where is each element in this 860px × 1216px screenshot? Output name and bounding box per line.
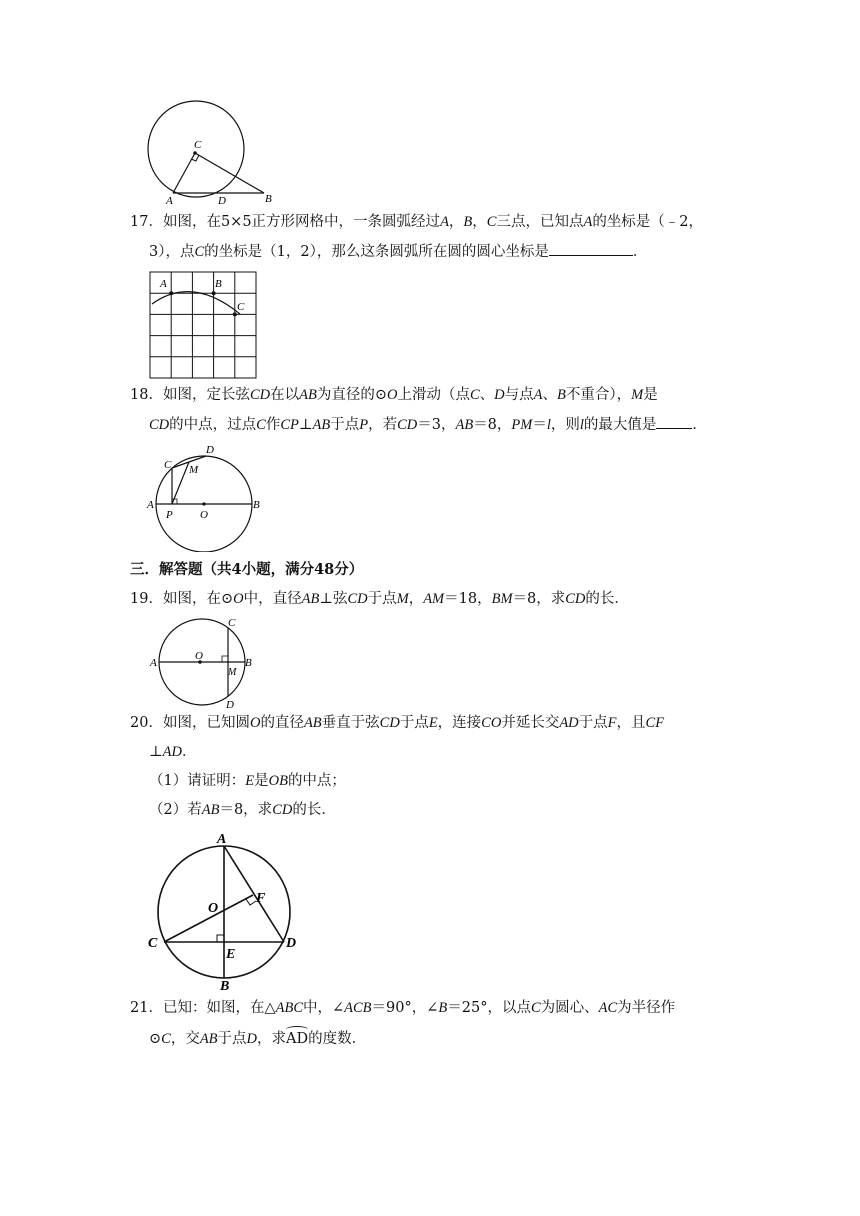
q20-number: 20．	[130, 715, 163, 731]
q18-figure	[142, 440, 270, 552]
q21-arc-ad: AD	[286, 1031, 309, 1047]
q17-label-c: C	[237, 301, 245, 313]
q20-label-f: F	[256, 891, 266, 906]
q19-label-o: O	[195, 650, 203, 662]
q17-line2: 3），点C的坐标是（1，2），那么这条圆弧所在圆的圆心坐标是 ．	[149, 241, 647, 262]
q18-label-m: M	[189, 464, 199, 476]
q18-label-o: O	[200, 509, 208, 521]
q18-label-b: B	[253, 499, 260, 511]
q17-number: 17．	[130, 214, 163, 230]
q19-label-m: M	[228, 667, 237, 678]
q16-label-d: D	[218, 195, 226, 206]
q20-figure	[142, 828, 310, 992]
q20-label-b: B	[220, 979, 230, 992]
q19-line1: 19．如图，在⊙O中，直径AB⊥弦CD于点M，AM＝18，BM＝8，求CD的长．	[130, 591, 629, 607]
q20-label-o: O	[208, 901, 219, 916]
q19-number: 19．	[130, 591, 163, 607]
q16-label-c: C	[194, 139, 202, 151]
q17-label-b: B	[215, 278, 222, 290]
q19-label-d: D	[226, 699, 234, 710]
q17-answer-blank[interactable]	[549, 241, 633, 256]
q18-answer-blank[interactable]	[656, 414, 692, 429]
q17-line1: 17．如图，在5×5正方形网格中，一条圆弧经过A，B，C三点，已知点A的坐标是（﹣2，	[130, 214, 704, 230]
q20-part2: （2）若AB＝8，求CD的长．	[149, 802, 336, 818]
q18-line2: CD的中点，过点C作CP⊥AB于点P，若CD＝3，AB＝8，PM＝l，则l的最大值是 ．	[149, 414, 707, 435]
q18-label-a: A	[147, 499, 154, 511]
q16-figure	[146, 98, 286, 206]
section-heading: 三．解答题（共4小题，满分48分）	[130, 561, 364, 578]
q17-grid-figure	[148, 270, 260, 380]
q19-label-c: C	[228, 617, 236, 629]
q20-label-e: E	[226, 947, 236, 962]
q20-line2: ⊥AD．	[149, 744, 197, 760]
q21-line2: ⊙C，交AB于点D，求AD的度数．	[149, 1031, 367, 1047]
q20-label-c: C	[148, 936, 158, 951]
q18-label-p: P	[166, 509, 173, 521]
q18-line1: 18．如图，定长弦CD在以AB为直径的⊙O上滑动（点C、D与点A、B不重合），M是	[130, 387, 658, 403]
q20-label-a: A	[217, 832, 227, 847]
q18-label-d: D	[206, 444, 214, 456]
q18-number: 18．	[130, 387, 163, 403]
q21-number: 21．	[130, 1000, 163, 1016]
q16-label-b: B	[265, 193, 272, 205]
q17-label-a: A	[160, 278, 167, 290]
q19-figure	[144, 614, 264, 710]
q19-label-a: A	[150, 657, 157, 669]
q18-label-c: C	[164, 459, 172, 471]
q21-line1: 21．已知：如图，在△ABC中，∠ACB＝90°，∠B＝25°，以点C为圆心、AC为半径作	[130, 1000, 676, 1016]
q20-line1: 20．如图，已知圆O的直径AB垂直于弦CD于点E，连接CO并延长交AD于点F，且CF	[130, 715, 665, 731]
q20-label-d: D	[286, 936, 297, 951]
q16-label-a: A	[166, 195, 173, 206]
q20-part1: （1）请证明：E是OB的中点；	[149, 773, 346, 789]
q19-label-b: B	[245, 657, 252, 669]
